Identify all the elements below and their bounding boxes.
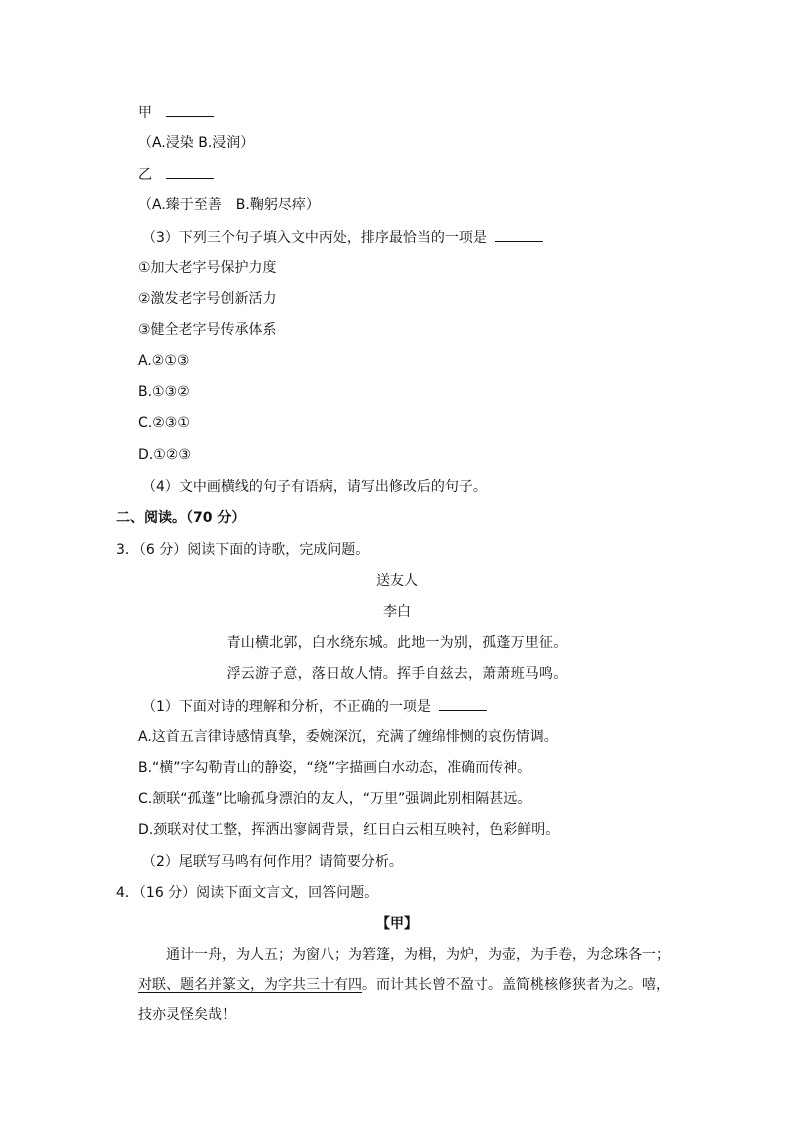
q3-sub-1-blank[interactable] bbox=[439, 696, 487, 711]
yi-answer-blank[interactable] bbox=[166, 164, 214, 179]
poem-author: 李白 bbox=[383, 604, 411, 620]
question-4-sub: （4）文中画横线的句子有语病，请写出修改后的句子。 bbox=[142, 479, 487, 495]
poem-title: 送友人 bbox=[376, 573, 418, 589]
sentence-1: ①加大老字号保护力度 bbox=[138, 260, 277, 276]
passage-part-1: 通计一舟，为人五；为窗八；为箬篷，为楫，为炉，为壶，为手卷，为念珠各一； bbox=[166, 947, 670, 963]
yi-line bbox=[138, 164, 214, 185]
yi-options: （A.臻于至善 B.鞠躬尽瘁） bbox=[138, 197, 320, 213]
q4-intro: 4．（16 分）阅读下面文言文，回答问题。 bbox=[116, 885, 379, 901]
section-heading: 二、阅读。（70 分） bbox=[116, 510, 246, 526]
passage-part-3: 技亦灵怪矣哉！ bbox=[138, 1007, 236, 1023]
poem-option-b: B.“横”字勾勒青山的静姿，“绕”字描画白水动态，准确而传神。 bbox=[138, 760, 532, 776]
q3-sub-1 bbox=[142, 696, 487, 717]
poem-line-1: 青山横北郭，白水绕东城。此地一为别，孤蓬万里征。 bbox=[226, 635, 568, 651]
poem-option-d: D.颈联对仗工整，挥洒出寥阔背景，红日白云相互映衬，色彩鲜明。 bbox=[138, 822, 560, 838]
sentence-3: ③健全老字号传承体系 bbox=[138, 322, 277, 338]
jia-answer-blank[interactable] bbox=[166, 102, 214, 117]
option-d: D.①②③ bbox=[138, 447, 191, 463]
passage-part-2: 。而计其长曾不盈寸。盖简桃核修狭者为之。嘻， bbox=[362, 977, 670, 993]
option-b: B.①③② bbox=[138, 384, 190, 400]
q3-answer-blank[interactable] bbox=[495, 227, 543, 242]
q3-text: （3）下列三个句子填入文中丙处，排序最恰当的一项是 bbox=[142, 230, 487, 246]
option-c: C.②③① bbox=[138, 415, 190, 431]
jia-passage-title: 【甲】 bbox=[376, 916, 418, 932]
sentence-2: ②激发老字号创新活力 bbox=[138, 291, 277, 307]
jia-label: 甲 bbox=[138, 105, 152, 121]
poem-option-a: A.这首五言律诗感情真挚，委婉深沉，充满了缠绵悱恻的哀伤情调。 bbox=[138, 729, 558, 745]
poem-line-2: 浮云游子意，落日故人情。挥手自兹去，萧萧班马鸣。 bbox=[226, 666, 568, 682]
yi-label: 乙 bbox=[138, 167, 152, 183]
jia-options: （A.浸染 B.浸润） bbox=[138, 135, 255, 151]
q3-intro: 3．（6 分）阅读下面的诗歌，完成问题。 bbox=[116, 542, 370, 558]
option-a: A.②①③ bbox=[138, 353, 190, 369]
question-3-sub bbox=[142, 227, 543, 248]
poem-option-c: C.颔联“孤蓬”比喻孤身漂泊的友人，“万里”强调此别相隔甚远。 bbox=[138, 791, 532, 807]
q3-sub-2: （2）尾联写马鸣有何作用？请简要分析。 bbox=[142, 854, 403, 870]
classical-passage bbox=[138, 940, 670, 1030]
passage-underlined-sentence: 对联、题名并篆文，为字共三十有四 bbox=[138, 977, 362, 993]
q3-sub-1-text: （1）下面对诗的理解和分析，不正确的一项是 bbox=[142, 699, 431, 715]
jia-line bbox=[138, 102, 214, 123]
